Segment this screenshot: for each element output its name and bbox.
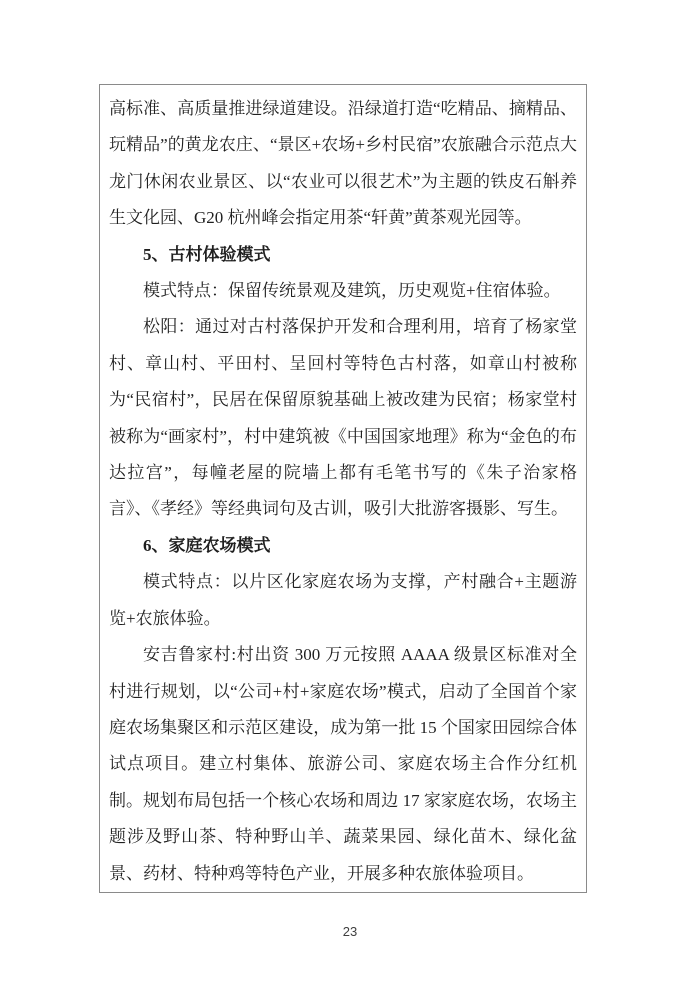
paragraph-greenway-continuation: 高标准、高质量推进绿道建设。沿绿道打造“吃精品、摘精品、玩精品”的黄龙农庄、“景区+农场+乡村民宿”农旅融合示范点大龙门休闲农业景区、以“农业可以很艺术”为主题的铁皮石斛养生文化园、G20 杭州峰会指定用茶“轩黄”黄茶观光园等。 (109, 99, 577, 228)
document-body-frame (99, 84, 587, 893)
paragraph-anji-lujia-example: 安吉鲁家村:村出资 300 万元按照 AAAA 级景区标准对全村进行规划，以“公司+村+家庭农场”模式，启动了全国首个家庭农场集聚区和示范区建设，成为第一批 15 个国家田园综合体试点项目。建立村集体、旅游公司、家庭农场主合作分红机制。规划布局包括一个核心农场和周边 17 家家庭农场，农场主题涉及野山茶、特种野山羊、蔬菜果园、绿化苗木、绿化盆景、药材、特种鸡等特色产业，开展多种农旅体验项目。 (109, 645, 577, 883)
paragraph-songyang-example: 松阳：通过对古村落保护开发和合理利用，培育了杨家堂村、章山村、平田村、呈回村等特色古村落，如章山村被称为“民宿村”，民居在保留原貌基础上被改建为民宿；杨家堂村被称为“画家村”，村中建筑被《中国国家地理》称为“金色的布达拉宫”，每幢老屋的院墙上都有毛笔书写的《朱子治家格言》、《孝经》等经典词句及古训，吸引大批游客摄影、写生。 (109, 317, 577, 519)
paragraph-mode5-features: 模式特点：保留传统景观及建筑，历史观览+住宿体验。 (143, 281, 561, 301)
section-heading-6-family-farm: 6、家庭农场模式 (143, 535, 271, 555)
section-heading-5-ancient-village: 5、古村体验模式 (143, 244, 271, 264)
page-number: 23 (342, 924, 358, 939)
paragraph-mode6-features: 模式特点：以片区化家庭农场为支撑，产村融合+主题游览+农旅体验。 (109, 572, 577, 628)
